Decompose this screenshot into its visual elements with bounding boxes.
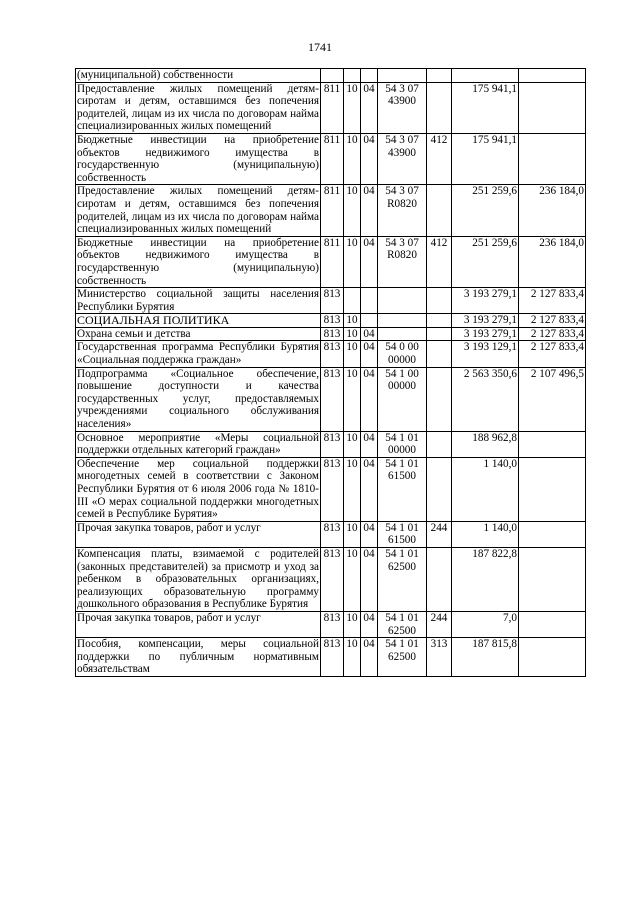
cell-name: Прочая закупка товаров, работ и услуг <box>76 611 321 637</box>
table-row <box>76 457 586 521</box>
cell-section <box>344 288 361 314</box>
cell-name: Охрана семьи и детства <box>76 327 321 341</box>
cell-section <box>344 69 361 83</box>
cell-subsection: 04 <box>361 367 378 431</box>
table-row <box>76 611 586 637</box>
cell-name: Государственная программа Республики Бурятия «Социальная поддержка граждан» <box>77 341 319 367</box>
cell-section: 10 <box>344 367 361 431</box>
cell-amount-total: 3 193 279,1 <box>452 314 519 328</box>
cell-expense-type <box>427 69 452 83</box>
table-row <box>76 431 586 457</box>
cell-subsection <box>361 69 378 83</box>
cell-name: СОЦИАЛЬНАЯ ПОЛИТИКА <box>76 314 321 328</box>
cell-target-article: 54 3 07 43900 <box>378 133 427 184</box>
cell-amount-federal: 2 127 833,4 <box>519 314 586 328</box>
cell-amount-total: 3 193 279,1 <box>452 288 519 314</box>
cell-amount-federal: 2 127 833,4 <box>519 341 586 367</box>
cell-section: 10 <box>344 82 361 133</box>
table-row <box>76 82 586 133</box>
cell-ministry-code: 813 <box>321 367 344 431</box>
cell-target-article <box>378 288 427 314</box>
cell-ministry-code: 813 <box>321 341 344 367</box>
cell-name: Подпрограмма «Социальное обеспечение, повышение доступности и качества государственных услуг, предоставляемых учреждениями социального обслуживания населения» <box>77 367 319 431</box>
cell-ministry-code: 813 <box>321 547 344 611</box>
cell-subsection: 04 <box>361 82 378 133</box>
page-number: 1741 <box>308 40 332 54</box>
cell-target-article <box>378 314 427 328</box>
cell-amount-total: 251 259,6 <box>452 236 519 287</box>
cell-section: 10 <box>344 547 361 611</box>
cell-amount-total: 187 815,8 <box>452 638 519 677</box>
cell-amount-total: 187 822,8 <box>452 547 519 611</box>
cell-expense-type <box>427 327 452 341</box>
cell-amount-federal: 236 184,0 <box>519 236 586 287</box>
cell-amount-total: 2 563 350,6 <box>452 367 519 431</box>
cell-expense-type: 313 <box>427 638 452 677</box>
budget-table <box>75 68 586 677</box>
cell-target-article <box>378 327 427 341</box>
cell-amount-federal: 2 127 833,4 <box>519 327 586 341</box>
table-row <box>76 521 586 547</box>
cell-amount-total: 3 193 129,1 <box>452 341 519 367</box>
cell-subsection: 04 <box>361 638 378 677</box>
table-row <box>76 69 586 83</box>
cell-expense-type <box>427 341 452 367</box>
cell-name: Основное мероприятие «Меры социальной поддержки отдельных категорий граждан» <box>77 431 319 457</box>
cell-amount-federal <box>519 82 586 133</box>
cell-amount-federal <box>519 547 586 611</box>
table-row <box>76 236 586 287</box>
cell-expense-type <box>427 367 452 431</box>
cell-ministry-code: 813 <box>321 457 344 521</box>
cell-subsection: 04 <box>361 341 378 367</box>
cell-amount-total: 1 140,0 <box>452 457 519 521</box>
cell-name: Бюджетные инвестиции на приобретение объектов недвижимого имущества в государственную (муниципальную) собственность <box>77 133 319 184</box>
cell-ministry-code: 813 <box>321 431 344 457</box>
cell-section: 10 <box>344 457 361 521</box>
cell-section: 10 <box>344 431 361 457</box>
cell-amount-total: 175 941,1 <box>452 133 519 184</box>
cell-amount-federal: 236 184,0 <box>519 185 586 236</box>
cell-ministry-code <box>321 69 344 83</box>
cell-name: Бюджетные инвестиции на приобретение объектов недвижимого имущества в государственную (муниципальную) собственность <box>77 236 319 287</box>
cell-amount-federal <box>519 431 586 457</box>
cell-amount-federal <box>519 611 586 637</box>
cell-expense-type <box>427 547 452 611</box>
cell-expense-type: 244 <box>427 611 452 637</box>
cell-target-article: 54 3 07 43900 <box>378 82 427 133</box>
cell-section: 10 <box>344 314 361 328</box>
cell-amount-total <box>452 69 519 83</box>
cell-section: 10 <box>344 236 361 287</box>
cell-amount-total: 7,0 <box>452 611 519 637</box>
cell-expense-type <box>427 431 452 457</box>
cell-section: 10 <box>344 611 361 637</box>
cell-name: (муниципальной) собственности <box>76 69 321 83</box>
cell-ministry-code: 813 <box>321 314 344 328</box>
table-row <box>76 288 586 314</box>
cell-subsection: 04 <box>361 327 378 341</box>
cell-expense-type: 412 <box>427 236 452 287</box>
cell-ministry-code: 811 <box>321 133 344 184</box>
cell-target-article: 54 1 01 61500 <box>378 521 427 547</box>
cell-section: 10 <box>344 185 361 236</box>
cell-expense-type: 244 <box>427 521 452 547</box>
cell-subsection <box>361 314 378 328</box>
cell-target-article: 54 1 00 00000 <box>378 367 427 431</box>
cell-amount-federal: 2 107 496,5 <box>519 367 586 431</box>
cell-target-article: 54 1 01 00000 <box>378 431 427 457</box>
cell-amount-total: 175 941,1 <box>452 82 519 133</box>
cell-amount-federal <box>519 69 586 83</box>
cell-expense-type <box>427 314 452 328</box>
cell-amount-federal <box>519 457 586 521</box>
cell-target-article <box>378 69 427 83</box>
cell-ministry-code: 811 <box>321 236 344 287</box>
cell-name: Прочая закупка товаров, работ и услуг <box>76 521 321 547</box>
cell-ministry-code: 811 <box>321 82 344 133</box>
cell-section: 10 <box>344 133 361 184</box>
cell-subsection: 04 <box>361 521 378 547</box>
cell-subsection: 04 <box>361 457 378 521</box>
table-row <box>76 638 586 677</box>
cell-ministry-code: 811 <box>321 185 344 236</box>
cell-subsection <box>361 288 378 314</box>
cell-expense-type <box>427 82 452 133</box>
cell-section: 10 <box>344 341 361 367</box>
cell-ministry-code: 813 <box>321 521 344 547</box>
cell-ministry-code: 813 <box>321 288 344 314</box>
cell-expense-type <box>427 457 452 521</box>
cell-name: Министерство социальной защиты населения Республики Бурятия <box>77 288 319 313</box>
cell-name: Предоставление жилых помещений детям-сиротам и детям, оставшимся без попечения родителей, лицам из их числа по договорам найма специализированных жилых помещений <box>77 82 319 133</box>
cell-subsection: 04 <box>361 431 378 457</box>
cell-name: Компенсация платы, взимаемой с родителей (законных представителей) за присмотр и уход за ребенком в образовательных организациях, реализующих образовательную программу дошкольного образования в Республике Бурятия <box>77 547 319 611</box>
cell-expense-type <box>427 288 452 314</box>
cell-ministry-code: 813 <box>321 327 344 341</box>
cell-section: 10 <box>344 521 361 547</box>
cell-subsection: 04 <box>361 185 378 236</box>
cell-amount-federal: 2 127 833,4 <box>519 288 586 314</box>
cell-amount-federal <box>519 521 586 547</box>
cell-amount-total: 1 140,0 <box>452 521 519 547</box>
table-row <box>76 341 586 367</box>
table-row <box>76 133 586 184</box>
cell-target-article: 54 3 07 R0820 <box>378 185 427 236</box>
cell-target-article: 54 1 01 62500 <box>378 638 427 677</box>
cell-subsection: 04 <box>361 236 378 287</box>
cell-target-article: 54 0 00 00000 <box>378 341 427 367</box>
cell-amount-total: 251 259,6 <box>452 185 519 236</box>
cell-amount-total: 3 193 279,1 <box>452 327 519 341</box>
cell-ministry-code: 813 <box>321 611 344 637</box>
cell-name: Предоставление жилых помещений детям-сиротам и детям, оставшимся без попечения родителей, лицам из их числа по договорам найма специализированных жилых помещений <box>77 185 319 236</box>
cell-section: 10 <box>344 638 361 677</box>
cell-target-article: 54 1 01 62500 <box>378 611 427 637</box>
cell-section: 10 <box>344 327 361 341</box>
cell-amount-federal <box>519 133 586 184</box>
cell-amount-federal <box>519 638 586 677</box>
cell-target-article: 54 1 01 61500 <box>378 457 427 521</box>
cell-name: Пособия, компенсации, меры социальной поддержки по публичным нормативным обязательствам <box>77 638 319 676</box>
table-row <box>76 185 586 236</box>
cell-expense-type: 412 <box>427 133 452 184</box>
cell-target-article: 54 3 07 R0820 <box>378 236 427 287</box>
cell-subsection: 04 <box>361 547 378 611</box>
cell-subsection: 04 <box>361 611 378 637</box>
table-body <box>76 69 586 677</box>
table-row <box>76 314 586 328</box>
table-row <box>76 367 586 431</box>
table-row <box>76 327 586 341</box>
cell-name: Обеспечение мер социальной поддержки многодетных семей в соответствии с Законом Республики Бурятия от 6 июля 2006 года № 1810-III «О мерах социальной поддержки многодетных семей в Республике Бурятия» <box>77 457 319 521</box>
cell-ministry-code: 813 <box>321 638 344 677</box>
cell-subsection: 04 <box>361 133 378 184</box>
cell-expense-type <box>427 185 452 236</box>
table-row <box>76 547 586 611</box>
cell-target-article: 54 1 01 62500 <box>378 547 427 611</box>
cell-amount-total: 188 962,8 <box>452 431 519 457</box>
